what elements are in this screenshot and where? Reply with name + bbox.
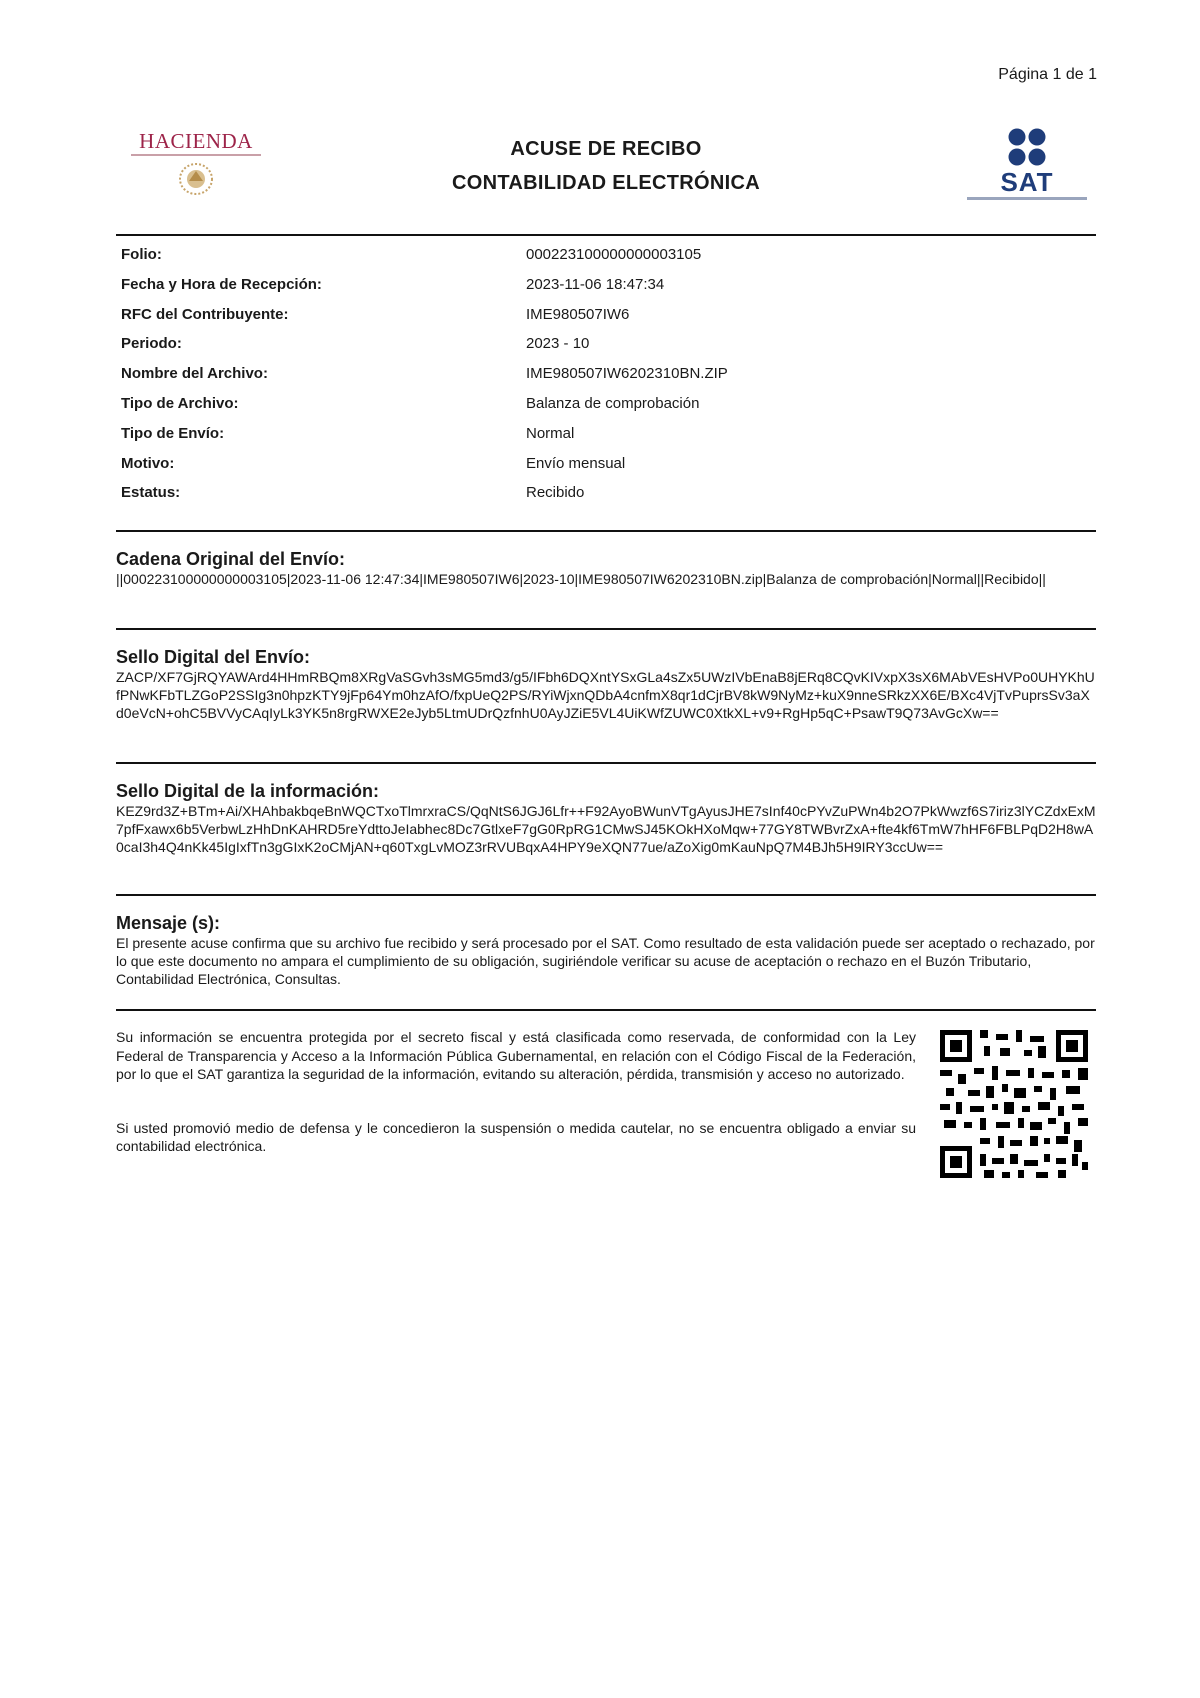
mensaje-section (116, 912, 1096, 988)
field-value: 2023 - 10 (526, 335, 590, 353)
section-title: Sello Digital de la información: (116, 781, 380, 801)
divider (116, 894, 1096, 896)
field-nombre-archivo (121, 365, 1081, 395)
field-value: 2023-11-06 18:47:34 (526, 275, 665, 293)
field-label: RFC del Contribuyente: (121, 305, 289, 323)
hacienda-logo-subline (131, 154, 261, 156)
page-number: Página 1 de 1 (998, 66, 1097, 83)
field-periodo (121, 335, 1081, 365)
legal-notice (116, 1028, 916, 1191)
sello-envio-text: ZACP/XF7GjRQYAWArd4HHmRBQm8XRgVaSGvh3sMG5md3/g5/IFbh6DQXntYSxGLa4sZx5UWzIVbEnaB8jERq8CQvKIVxpX3sX6MAbVEsHVPo0UHYKhUfPNwKFbTLZGoP2SSIg3n0hpzKTY9jFp64Ym0hzAfO/fxpUeQ2PS/RYiWjxnQDbA4cnfmX8qr1dCjrBV8kW9NyMz+kuX9nneSRkzXX6E/BXc4VjTvPuprsSv3aXd0eVcN+ohC5BVVyCAqIyLk3YK5n8rgRWXE2eJyb5LtmUDrQzfnhU0AyJZiE5VL4UiKWfZUWC0XtkXL+v9+RgHp5qC+PsawT9Q73AvGcXw== (116, 669, 1095, 721)
divider (116, 628, 1096, 630)
sat-logo (962, 128, 1092, 200)
field-label: Estatus: (121, 484, 181, 502)
title-line-2: CONTABILIDAD ELECTRÓNICA (452, 172, 760, 194)
document-title (416, 132, 796, 200)
field-label: Folio: (121, 246, 162, 263)
field-tipo-envio (121, 425, 1081, 455)
field-tipo-archivo (121, 395, 1081, 425)
field-value: Balanza de comprobación (526, 394, 700, 412)
sello-envio-section (116, 646, 1096, 722)
divider (116, 762, 1096, 764)
field-label: Nombre del Archivo: (121, 365, 268, 383)
divider (116, 530, 1096, 532)
field-label: Fecha y Hora de Recepción: (121, 275, 322, 293)
legal-paragraph-1: Su información se encuentra protegida por el secreto fiscal y está clasificada como reservada, de conformidad con la Ley Federal de Transparencia y Acceso a la Información Pública Gubernamental, en relación con el Código Fiscal de la Federación, por lo que el SAT garantiza la seguridad de la información, evitando su alteración, pérdida, transmisión y acceso no autorizado. (116, 1029, 916, 1082)
field-value: Envío mensual (526, 454, 626, 472)
section-title: Sello Digital del Envío: (116, 647, 311, 667)
sat-logo-text: SAT (1000, 167, 1054, 197)
field-label: Tipo de Archivo: (121, 394, 239, 412)
field-rfc (121, 306, 1081, 336)
field-label: Periodo: (121, 335, 182, 353)
sat-logo-subline (967, 197, 1087, 200)
field-label: Motivo: (121, 454, 175, 472)
divider (116, 1009, 1096, 1011)
sat-dots-icon (1007, 128, 1047, 166)
legal-paragraph-2: Si usted promovió medio de defensa y le concedieron la suspensión o medida cautelar, no se encuentra obligado a enviar su contabilidad electrónica. (116, 1119, 916, 1154)
field-value: IME980507IW6202310BN.ZIP (526, 365, 728, 383)
sello-informacion-text: KEZ9rd3Z+BTm+Ai/XHAhbakbqeBnWQCTxoTlmrxraCS/QqNtS6JGJ6Lfr++F92AyoBWunVTgAyusJHE7sInf40cPYvZuPWn4b2O7PkWwzf6S7iriz3lYCZdxExM7pfFxawx6b5VerbwLzHhDnKAHRD5reYdttoJeIabhec8Dc7GtlxeF7gG0RpRG1CMwSJ45KOkHXoMqw+77GY8TWBvrZxA+fte4kf6TmW7hHF6FBLPqD2H8wA0caI3h4Q4nKk45IgIxfTn3gGIxK2oCMjAN+q60TxgLvMOZ3rRVUBqxA4HPY9eXQN77ue/aZoXig0mKauNpQ7M4BJh5H9IRY3ccUw== (116, 803, 1096, 855)
hacienda-logo-text: HACIENDA (139, 129, 253, 153)
sello-informacion-section (116, 780, 1096, 856)
field-value: Normal (526, 424, 575, 442)
document-header (116, 120, 1096, 210)
hacienda-logo (126, 130, 266, 197)
field-estatus (121, 484, 1081, 514)
mensaje-text: El presente acuse confirma que su archivo fue recibido y será procesado por el SAT. Como resultado de esta validación puede ser aceptado o rechazado, por lo que este documento no ampara el cumplimiento de su obligación, sugiriéndole verificar su acuse de aceptación o rechazo en el Buzón Tributario, Contabilidad Electrónica, Consultas. (116, 935, 1095, 987)
cadena-original-section (116, 548, 1096, 588)
field-value: Recibido (526, 484, 585, 502)
cadena-original-text: ||000223100000000003105|2023-11-06 12:47:34|IME980507IW6|2023-10|IME980507IW6202310BN.zip|Balanza de comprobación|Normal||Recibido|| (116, 571, 1046, 587)
national-seal-icon (176, 161, 216, 197)
acuse-fields (121, 246, 1081, 514)
section-title: Mensaje (s): (116, 913, 221, 933)
field-motivo (121, 455, 1081, 485)
field-label: Tipo de Envío: (121, 424, 225, 442)
field-fecha-recepcion (121, 276, 1081, 306)
field-value: 000223100000000003105 (526, 246, 702, 263)
section-title: Cadena Original del Envío: (116, 549, 346, 569)
title-line-1: ACUSE DE RECIBO (510, 138, 702, 160)
field-value: IME980507IW6 (526, 305, 630, 323)
qr-code-icon (940, 1030, 1088, 1178)
field-folio (121, 246, 1081, 276)
divider (116, 234, 1096, 236)
